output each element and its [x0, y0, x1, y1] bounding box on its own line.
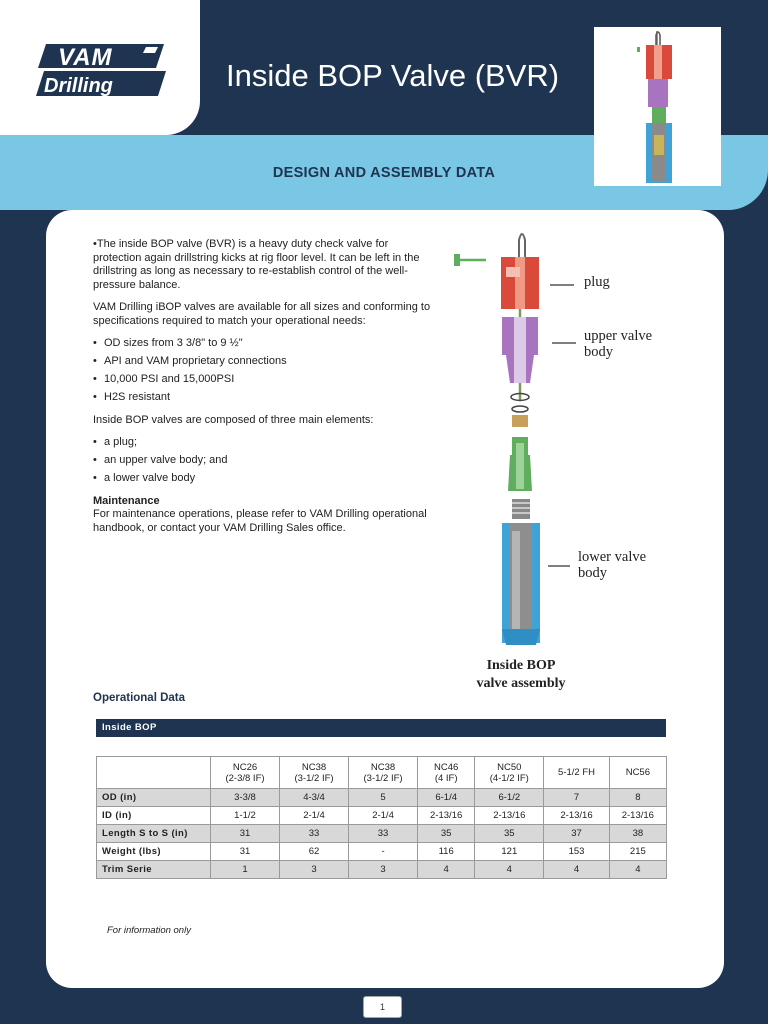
row-label: Length S to S (in)	[97, 825, 211, 843]
table-cell: 33	[349, 825, 418, 843]
column-header	[609, 757, 666, 789]
table-cell: 1-1/2	[211, 807, 280, 825]
section-title: DESIGN AND ASSEMBLY DATA	[272, 165, 496, 181]
table-cell: 8	[609, 789, 666, 807]
column-header	[349, 757, 418, 789]
label-line: body	[578, 565, 607, 581]
table-cell: 3	[280, 861, 349, 879]
table-cell: 2-13/16	[418, 807, 475, 825]
table-cell: 121	[475, 843, 544, 861]
table-cell: 4	[418, 861, 475, 879]
table-cell: 153	[544, 843, 609, 861]
table-cell: 6-1/2	[475, 789, 544, 807]
upper-valve-body-part	[502, 317, 538, 383]
table-cell: -	[349, 843, 418, 861]
operational-data-table	[96, 756, 667, 879]
spring-part	[512, 499, 530, 519]
product-thumbnail	[594, 27, 721, 186]
footnote: For information only	[107, 925, 191, 936]
svg-text:VAM: VAM	[58, 44, 113, 71]
page-title: Inside BOP Valve (BVR)	[226, 58, 560, 93]
column-header	[544, 757, 609, 789]
list-item: • 10,000 PSI and 15,000PSI	[93, 373, 438, 387]
list-item: • an upper valve body; and	[93, 454, 438, 468]
column-header-l1: NC50	[497, 761, 522, 773]
row-label: Weight (lbs)	[97, 843, 211, 861]
row-label: Trim Serie	[97, 861, 211, 879]
table-cell: 3	[349, 861, 418, 879]
composition-intro: Inside BOP valves are composed of three main elements:	[93, 413, 374, 426]
svg-text:Drilling: Drilling	[44, 75, 113, 97]
lower-valve-body-label	[578, 549, 646, 581]
list-item: • H2S resistant	[93, 391, 438, 405]
column-header-l1: NC56	[625, 767, 650, 778]
page-number: 1	[363, 996, 402, 1018]
column-header	[280, 757, 349, 789]
table-cell: 7	[544, 789, 609, 807]
table-title-bar: Inside BOP	[96, 719, 666, 737]
table-cell: 2-1/4	[280, 807, 349, 825]
column-header-l2: (3-1/2 IF)	[294, 772, 334, 784]
table-cell: 2-13/16	[609, 807, 666, 825]
table-header-row	[97, 757, 667, 789]
table-cell: 62	[280, 843, 349, 861]
caption-line: valve assembly	[476, 676, 566, 691]
tool-handle	[454, 254, 486, 266]
column-header-l2: (4-1/2 IF)	[489, 772, 529, 784]
table-row	[97, 825, 667, 843]
table-cell: 2-13/16	[475, 807, 544, 825]
column-header-l1: 5-1/2 FH	[558, 767, 595, 778]
table-cell: 6-1/4	[418, 789, 475, 807]
table-cell: 116	[418, 843, 475, 861]
table-cell: 4	[475, 861, 544, 879]
table-row	[97, 807, 667, 825]
intro-paragraph: •The inside BOP valve (BVR) is a heavy duty check valve for protection again drillstring kicks at rig floor level. It can be left in the drillstring as long as necessary to re-establish control of the well-pressure balance.	[93, 238, 420, 291]
table-cell: 4	[609, 861, 666, 879]
column-header	[418, 757, 475, 789]
column-header	[211, 757, 280, 789]
row-label: OD (in)	[97, 789, 211, 807]
maintenance-text: For maintenance operations, please refer to VAM Drilling operational handbook, or contact your VAM Drilling Sales office.	[93, 508, 427, 534]
plug-label: plug	[584, 274, 610, 290]
poppet-part	[508, 437, 532, 491]
upper-valve-body-label	[584, 328, 652, 360]
lower-valve-body-part	[502, 523, 540, 645]
table-cell: 3-3/8	[211, 789, 280, 807]
list-item: • API and VAM proprietary connections	[93, 355, 438, 369]
row-label: ID (in)	[97, 807, 211, 825]
availability-intro: VAM Drilling iBOP valves are available for all sizes and conforming to specifications required to match your operational needs:	[93, 301, 431, 327]
table-cell: 35	[475, 825, 544, 843]
operational-data-title: Operational Data	[93, 692, 186, 704]
table-cell: 1	[211, 861, 280, 879]
label-line: upper valve	[584, 328, 653, 344]
table-cell: 4-3/4	[280, 789, 349, 807]
table-cell: 38	[609, 825, 666, 843]
table-cell: 33	[280, 825, 349, 843]
availability-list	[93, 337, 438, 405]
logo-panel	[0, 0, 200, 135]
list-item: • a plug;	[93, 436, 438, 450]
vam-drilling-logo	[36, 40, 168, 98]
table-cell: 31	[211, 825, 280, 843]
table-cell: 2-13/16	[544, 807, 609, 825]
table-cell: 215	[609, 843, 666, 861]
table-cell: 35	[418, 825, 475, 843]
table-cell: 4	[544, 861, 609, 879]
table-cell: 37	[544, 825, 609, 843]
table-cell: 31	[211, 843, 280, 861]
empty-header-cell	[97, 757, 211, 789]
table-cell: 5	[349, 789, 418, 807]
diagram-caption	[456, 657, 586, 693]
column-header-l1: NC38	[301, 761, 327, 773]
composition-list	[93, 436, 438, 486]
list-item: • a lower valve body	[93, 472, 438, 486]
table-row	[97, 789, 667, 807]
description-text	[93, 238, 438, 535]
column-header-l2: (3-1/2 IF)	[363, 772, 403, 784]
caption-line: Inside BOP	[486, 658, 556, 673]
label-line: body	[584, 344, 613, 360]
table-row	[97, 843, 667, 861]
column-header-l2: (2-3/8 IF)	[225, 772, 265, 784]
maintenance-title: Maintenance	[93, 494, 160, 507]
column-header-l1: NC26	[232, 761, 258, 773]
label-line: lower valve	[578, 549, 647, 565]
column-header-l1: NC46	[434, 761, 459, 773]
column-header	[475, 757, 544, 789]
column-header-l2: (4 IF)	[434, 772, 458, 784]
table-cell: 2-1/4	[349, 807, 418, 825]
list-item: • OD sizes from 3 3/8" to 9 ½"	[93, 337, 438, 351]
valve-assembly-diagram	[440, 225, 680, 665]
table-row	[97, 861, 667, 879]
column-header-l1: NC38	[370, 761, 396, 773]
